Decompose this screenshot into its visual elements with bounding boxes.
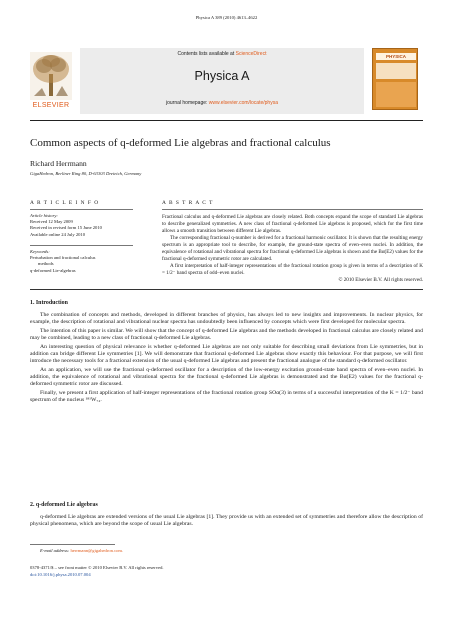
article-title: Common aspects of q-deformed Lie algebras and fractional calculus [30, 137, 331, 149]
history-label: Article history: [30, 213, 58, 218]
journal-homepage-link[interactable]: www.elsevier.com/locate/physa [208, 100, 278, 106]
publisher-name: ELSEVIER [32, 102, 70, 109]
body-paragraph: The intention of this paper is similar. We will show that the concept of q-deformed Lie algebras and the methods developed in fractional calculus are closely related and may be combined, leading to a new class of fractional q-deformed Lie algebras. [30, 327, 423, 342]
journal-banner [80, 48, 364, 114]
affiliation: GigaHedron, Berliner Ring 80, D-63303 Dreieich, Germany [30, 171, 142, 176]
body-paragraph: As an application, we will use the fractional q-deformed oscillator for a description of the low-energy excitation ground-state band spectra of even–even nuclei. In addition, the equivalence of rotational and vibrational spectra for the fractional q-deformed Lie algebras is demonstrated and the Bα(E2) values for the fractional q-deformed symmetric rotor are discussed. [30, 366, 423, 388]
doi-link[interactable]: doi:10.1016/j.physa.2010.07.004 [30, 572, 91, 577]
history-received: Received 12 May 2009 [30, 219, 73, 225]
footnote-rule [30, 544, 115, 545]
section-heading-introduction: 1. Introduction [30, 300, 68, 306]
copyright-line: © 2010 Elsevier B.V. All rights reserved. [338, 277, 423, 284]
history-revised: Received in revised form 15 June 2010 [30, 225, 102, 231]
keyword-item: q-deformed Lie-algebras [30, 267, 76, 273]
keyword-item: methods [38, 261, 54, 267]
body-paragraph: The combination of concepts and methods, developed in different branches of physics, has always led to new insights and improvements. In nuclear physics, for example, the description of rotational and vibrational nuclear spectra has undoubtedly been influenced by concepts which were first developed for molecular spectra. [30, 312, 423, 326]
journal-cover [372, 48, 418, 110]
homepage-line: journal homepage: www.elsevier.com/locate/physa [165, 100, 278, 106]
info-rule-mid [30, 245, 133, 246]
journal-name: Physica A [194, 69, 250, 83]
info-rule-top [30, 209, 133, 210]
keywords [30, 249, 133, 274]
article-history [30, 213, 133, 238]
author-name: Richard Herrmann [30, 159, 87, 168]
front-matter-rule [30, 289, 423, 290]
body-paragraph: Finally, we present a first application of half-integer representations of the fractional rotation group SOα(3) in terms of a successful interpretation of the K = 1/2⁻ band spectrum of the nucleus ¹⁸¹W₇₄. [30, 389, 423, 404]
keywords-label: Keywords: [30, 249, 50, 254]
abstract-rule-top [162, 209, 423, 210]
elsevier-logo [30, 52, 72, 112]
cover-panel [376, 63, 416, 79]
section-2-body [30, 514, 423, 530]
abstract-heading: A B S T R A C T [162, 200, 214, 206]
sciencedirect-link[interactable]: ScienceDirect [235, 51, 267, 57]
masthead-rule [30, 120, 423, 121]
abstract-paragraph: A first interpretation of half-integer representations of the fractional rotation group is given in terms of a description of K = 1/2⁻ band spectra of odd–even nuclei. [162, 263, 423, 276]
cover-title: PHYSICA [376, 53, 416, 60]
abstract-paragraph: Fractional calculus and q-deformed Lie algebras are closely related. Both concepts expand the scope of standard Lie algebras to describe generalized symmetries. A new class of fractional q-deformed Lie algebras is proposed, which for the first time allows a smooth transition between different Lie algebras. [162, 214, 423, 234]
footnote-email: E-mail address: herrmann@gigahedron.com. [40, 548, 124, 553]
introduction-body [30, 312, 423, 406]
section-heading-q-deformed: 2. q-deformed Lie algebras [30, 502, 98, 508]
article-info-heading: A R T I C L E I N F O [30, 200, 100, 206]
author-email-link[interactable]: herrmann@gigahedron.com. [70, 548, 124, 553]
abstract-body [162, 214, 423, 284]
body-paragraph: An interesting question of physical relevance is whether q-deformed Lie algebras are not only suitable for describing small deviations from Lie symmetries, but in addition can bridge different Lie symmetries [1]. We will demonstrate that fractional q-deformed Lie algebras show exactly this behaviour. For that purpose, we will first introduce the necessary tools for a fractional extension of the usual q-deformed Lie algebras and present the fractional analogue of the standard q-deformed oscillator. [30, 343, 423, 365]
abstract-paragraph: The corresponding fractional q-number is derived for a fractional harmonic oscillator. It is shown that the resulting energy spectrum is an appropriate tool to describe, for example, the ground-state spectra of even–even nuclei. In addition, the equivalence of rotational and vibrational spectra for fractional q-deformed Lie algebras is shown and the Bα(E2) values for the fractional q-deformed symmetric rotor are calculated. [162, 235, 423, 262]
contents-line: Contents lists available at ScienceDirect [177, 51, 267, 57]
keyword-item: Perturbation and fractional calculus [30, 255, 96, 261]
body-paragraph: q-deformed Lie algebras are extended versions of the usual Lie algebras [1]. They provide us with an extended set of symmetries and therefore allow the description of physical phenomena, which are beyond the scope of usual Lie algebras. [30, 514, 423, 528]
history-online: Available online 24 July 2010 [30, 231, 86, 237]
running-header: Physica A 389 (2010) 4613–4622 [195, 15, 258, 20]
cover-art [376, 82, 416, 107]
issn-line: 0378-4371/$ – see front matter © 2010 Elsevier B.V. All rights reserved. [30, 565, 164, 570]
elsevier-tree-icon [30, 52, 72, 100]
